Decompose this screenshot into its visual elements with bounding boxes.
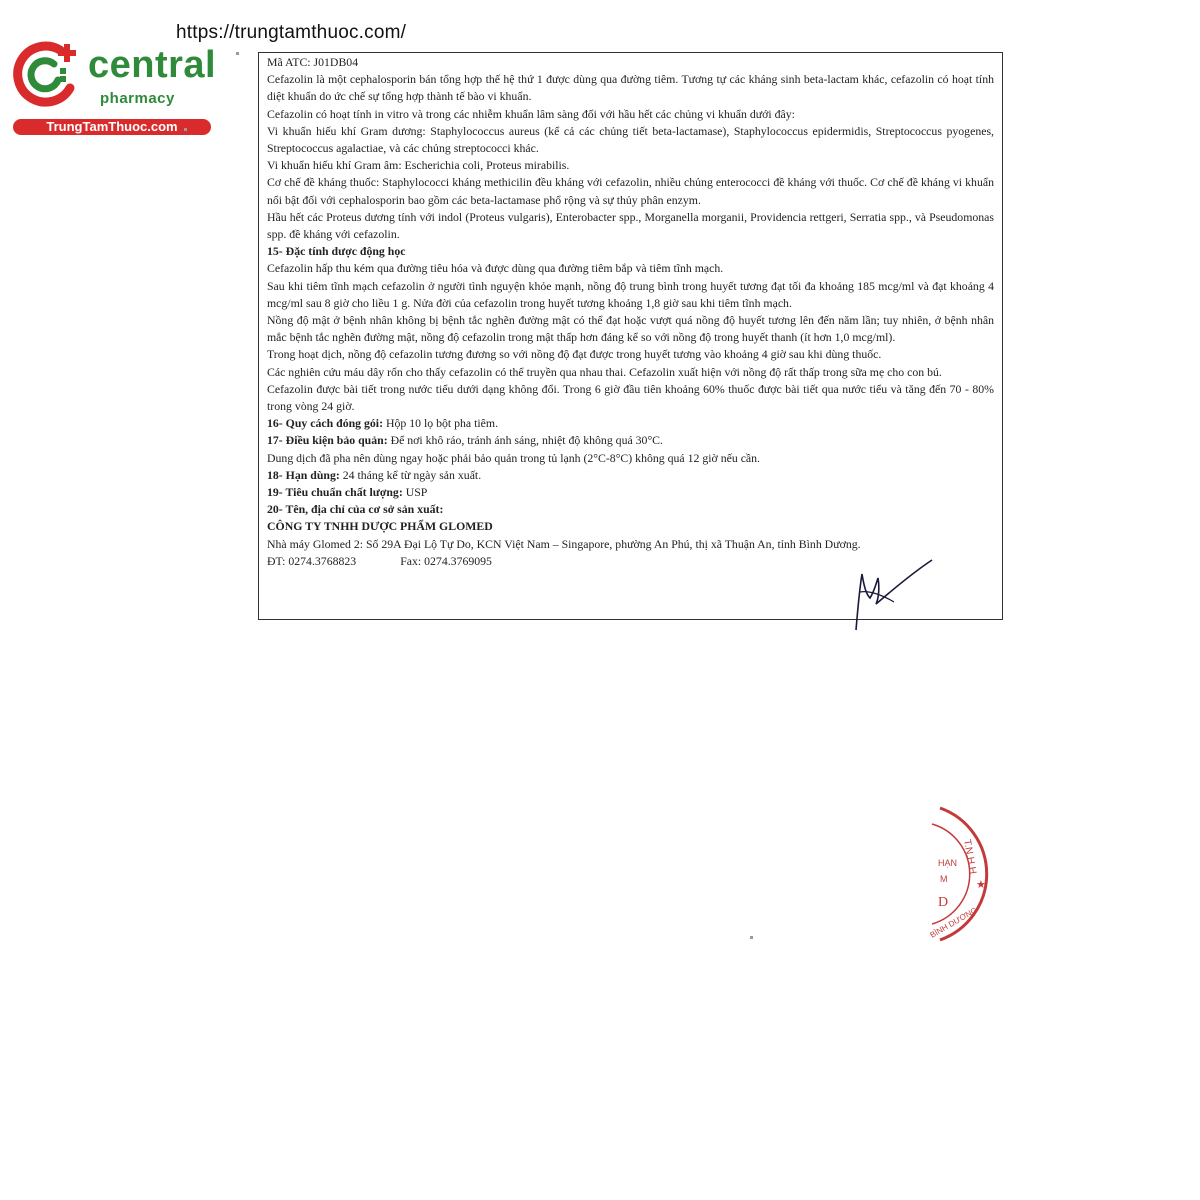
document-paragraph: Trong hoạt dịch, nồng độ cefazolin tương đương so với nồng độ đạt được trong huyết tương vào khoảng 4 giờ sau khi dùng thuốc. <box>267 347 882 362</box>
document-paragraph: Vi khuẩn hiếu khí Gram âm: Escherichia coli, Proteus mirabilis. <box>267 158 570 173</box>
source-url: https://trungtamthuoc.com/ <box>176 22 407 43</box>
brand-website-badge: TrungTamThuoc.com <box>13 119 211 135</box>
document-paragraph: Cefazolin được bài tiết trong nước tiểu dưới dạng không đổi. Trong 6 giờ đầu tiên khoảng 60% thuốc được bài tiết qua nước tiểu và tăng đến 70 - 80% trong vòng 24 giờ. <box>267 381 994 414</box>
section-16-value: Hộp 10 lọ bột pha tiêm. <box>383 416 499 431</box>
section-17-label: 17- Điều kiện bảo quản: <box>267 433 388 448</box>
brand-name: central <box>88 44 217 86</box>
document-body <box>267 54 994 415</box>
svg-text:D: D <box>938 895 949 910</box>
scan-speck <box>184 128 187 131</box>
section-17-note: Dung dịch đã pha nên dùng ngay hoặc phải bảo quản trong tủ lạnh (2°C-8°C) không quá 12 giờ nếu cần. <box>267 450 761 465</box>
document-paragraph: Nồng độ mật ở bệnh nhân không bị bệnh tắc nghẽn đường mật có thể đạt hoặc vượt quá nồng độ huyết tương lên đến năm lần; tuy nhiên, ở bệnh nhân mắc bệnh tắc nghẽn đường mật, nồng độ cefazolin trong mật thấp hơn đáng kể so với nồng độ trong huyết thanh (ít hơn 1,0 mcg/ml). <box>267 313 994 345</box>
scan-speck <box>236 52 239 55</box>
svg-text:T.N.H.H: T.N.H.H <box>961 838 978 875</box>
section-16 <box>267 415 994 432</box>
svg-text:HẠN: HẠN <box>938 858 958 868</box>
section-heading: 15- Đặc tính dược động học <box>267 244 406 259</box>
document-paragraph: Cefazolin hấp thu kém qua đường tiêu hóa và được dùng qua đường tiêm bắp và tiêm tĩnh mạch. <box>267 261 724 276</box>
document-paragraph: Hầu hết các Proteus dương tính với indol (Proteus vulgaris), Enterobacter spp., Morganella morganii, Providencia rettgeri, Serratia spp., và Pseudomonas spp. đề kháng với cefazolin. <box>267 209 994 242</box>
section-19-label: 19- Tiêu chuẩn chất lượng: <box>267 485 403 500</box>
svg-text:BÌNH DƯƠNG: BÌNH DƯƠNG <box>928 905 979 940</box>
document-paragraph: Vi khuẩn hiếu khí Gram dương: Staphylococcus aureus (kể cả các chủng tiết beta-lactamase), Staphylococcus epidermidis, Streptococcus pyogenes, Streptococcus agalactiae, và các chủng streptococci khác. <box>267 123 994 156</box>
section-16-label: 16- Quy cách đóng gói: <box>267 416 384 431</box>
phone-number: ĐT: 0274.3768823 <box>267 553 357 568</box>
document-paragraph: Cơ chế đề kháng thuốc: Staphylococci kháng methicilin đều kháng với cefazolin, nhiều chủng enterococci đề kháng với thuốc. Cơ chế đề kháng vi khuẩn nổi bật đối với cephalosporin bao gồm các beta-lactamase phổ rộng và sự thủy phân enzym. <box>267 175 994 207</box>
fax-number: Fax: 0274.3769095 <box>400 553 492 568</box>
handwritten-signature <box>848 556 938 636</box>
section-18-value: 24 tháng kể từ ngày sản xuất. <box>339 467 482 482</box>
leaflet-document <box>258 52 1003 620</box>
section-19 <box>267 484 994 501</box>
pharmacy-cross-icon <box>10 36 90 116</box>
svg-text:M: M <box>940 874 948 884</box>
section-17-value: Để nơi khô ráo, tránh ánh sáng, nhiệt độ không quá 30°C. <box>387 433 663 448</box>
document-paragraph: Mã ATC: J01DB04 <box>267 55 359 69</box>
section-18-label: 18- Hạn dùng: <box>267 467 340 482</box>
document-paragraph: Sau khi tiêm tĩnh mạch cefazolin ở người tình nguyện khỏe mạnh, nồng độ trung bình trong huyết tương đạt tối đa khoảng 185 mcg/ml và đạt khoảng 4 mcg/ml sau 8 giờ cho liều 1 g. Nửa đời của cefazolin trong huyết tương khoảng 1,8 giờ sau khi tiêm tĩnh mạch. <box>267 278 994 310</box>
section-18 <box>267 467 994 484</box>
svg-text:★: ★ <box>976 879 986 891</box>
section-17 <box>267 432 994 449</box>
company-address: Nhà máy Glomed 2: Số 29A Đại Lộ Tự Do, KCN Việt Nam – Singapore, phường An Phú, thị xã Thuận An, tỉnh Bình Dương. <box>267 536 861 551</box>
section-19-value: USP <box>402 485 428 500</box>
central-pharmacy-logo <box>10 36 215 136</box>
document-paragraph: Các nghiên cứu máu dây rốn cho thấy cefazolin có thể truyền qua nhau thai. Cefazolin xuất hiện với nồng độ rất thấp trong sữa mẹ cho con bú. <box>267 364 942 379</box>
document-paragraph: Cefazolin là một cephalosporin bán tổng hợp thế hệ thứ 1 được dùng qua đường tiêm. Tương tự các kháng sinh beta-lactam khác, cefazolin có hoạt tính diệt khuẩn do ức chế sự tổng hợp thành tế bào vi khuẩn. <box>267 72 994 104</box>
document-paragraph: Cefazolin có hoạt tính in vitro và trong các nhiễm khuẩn lâm sàng đối với hầu hết các chủng vi khuẩn dưới đây: <box>267 106 795 121</box>
company-name: CÔNG TY TNHH DƯỢC PHẨM GLOMED <box>267 519 493 534</box>
section-20-heading: 20- Tên, địa chỉ của cơ sở sản xuất: <box>267 502 444 517</box>
company-seal-stamp <box>910 800 990 950</box>
brand-subtitle: pharmacy <box>100 90 175 107</box>
scan-speck <box>750 936 753 939</box>
